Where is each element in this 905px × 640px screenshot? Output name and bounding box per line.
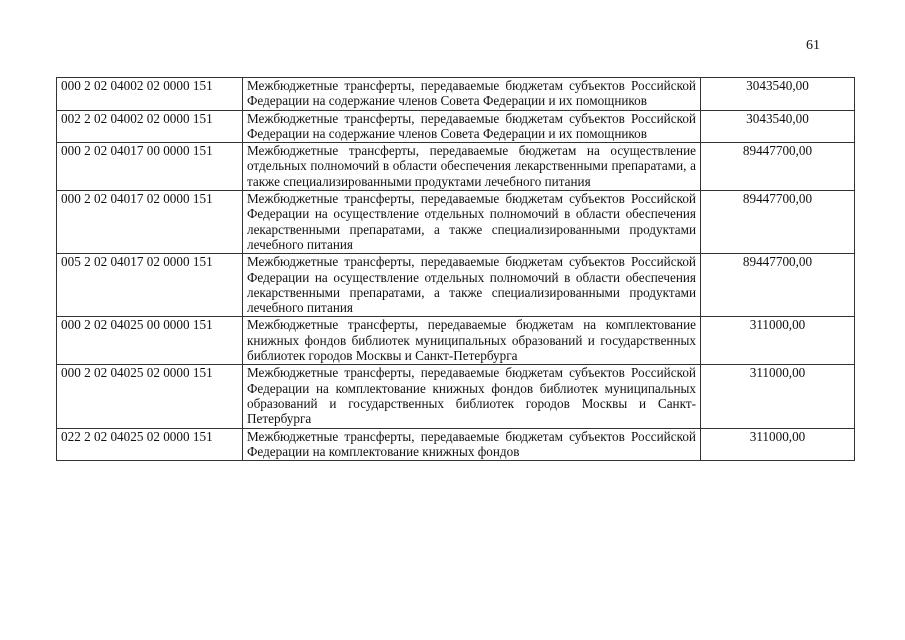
budget-table	[56, 77, 855, 461]
transfer-amount: 311000,00	[701, 428, 855, 461]
transfer-description: Межбюджетные трансферты, передаваемые бюджетам субъектов Российской Федерации на осуществление отдельных полномочий в области обеспечения лекарственными препаратами, а также специализированными продуктами лечебного питания	[243, 191, 701, 254]
table-row	[57, 191, 855, 254]
transfer-description: Межбюджетные трансферты, передаваемые бюджетам на комплектование книжных фондов библиотек муниципальных образований и государственных библиотек городов Москвы и Санкт-Петербурга	[243, 317, 701, 365]
transfer-description: Межбюджетные трансферты, передаваемые бюджетам на осуществление отдельных полномочий в области обеспечения лекарственными препаратами, а также специализированными продуктами лечебного питания	[243, 143, 701, 191]
budget-code: 005 2 02 04017 02 0000 151	[57, 254, 243, 317]
page-number: 61	[806, 38, 820, 53]
budget-code: 002 2 02 04002 02 0000 151	[57, 110, 243, 143]
budget-code: 000 2 02 04025 00 0000 151	[57, 317, 243, 365]
transfer-amount: 89447700,00	[701, 143, 855, 191]
transfer-amount: 311000,00	[701, 365, 855, 428]
transfer-description: Межбюджетные трансферты, передаваемые бюджетам субъектов Российской Федерации на содержание членов Совета Федерации и их помощников	[243, 78, 701, 111]
table-row	[57, 143, 855, 191]
transfer-description: Межбюджетные трансферты, передаваемые бюджетам субъектов Российской Федерации на содержание членов Совета Федерации и их помощников	[243, 110, 701, 143]
transfer-amount: 3043540,00	[701, 78, 855, 111]
budget-code: 022 2 02 04025 02 0000 151	[57, 428, 243, 461]
transfer-description: Межбюджетные трансферты, передаваемые бюджетам субъектов Российской Федерации на осуществление отдельных полномочий в области обеспечения лекарственными препаратами, а также специализированными продуктами лечебного питания	[243, 254, 701, 317]
transfer-amount: 89447700,00	[701, 191, 855, 254]
budget-code: 000 2 02 04025 02 0000 151	[57, 365, 243, 428]
table-row	[57, 254, 855, 317]
table-row	[57, 110, 855, 143]
budget-code: 000 2 02 04002 02 0000 151	[57, 78, 243, 111]
transfer-description: Межбюджетные трансферты, передаваемые бюджетам субъектов Российской Федерации на комплектование книжных фондов библиотек муниципальных образований и государственных библиотек городов Москвы и Санкт-Петербурга	[243, 365, 701, 428]
transfer-description: Межбюджетные трансферты, передаваемые бюджетам субъектов Российской Федерации на комплектование книжных фондов	[243, 428, 701, 461]
budget-code: 000 2 02 04017 02 0000 151	[57, 191, 243, 254]
table-row	[57, 317, 855, 365]
budget-code: 000 2 02 04017 00 0000 151	[57, 143, 243, 191]
table-row	[57, 365, 855, 428]
transfer-amount: 89447700,00	[701, 254, 855, 317]
table-row	[57, 78, 855, 111]
transfer-amount: 311000,00	[701, 317, 855, 365]
table-row	[57, 428, 855, 461]
transfer-amount: 3043540,00	[701, 110, 855, 143]
